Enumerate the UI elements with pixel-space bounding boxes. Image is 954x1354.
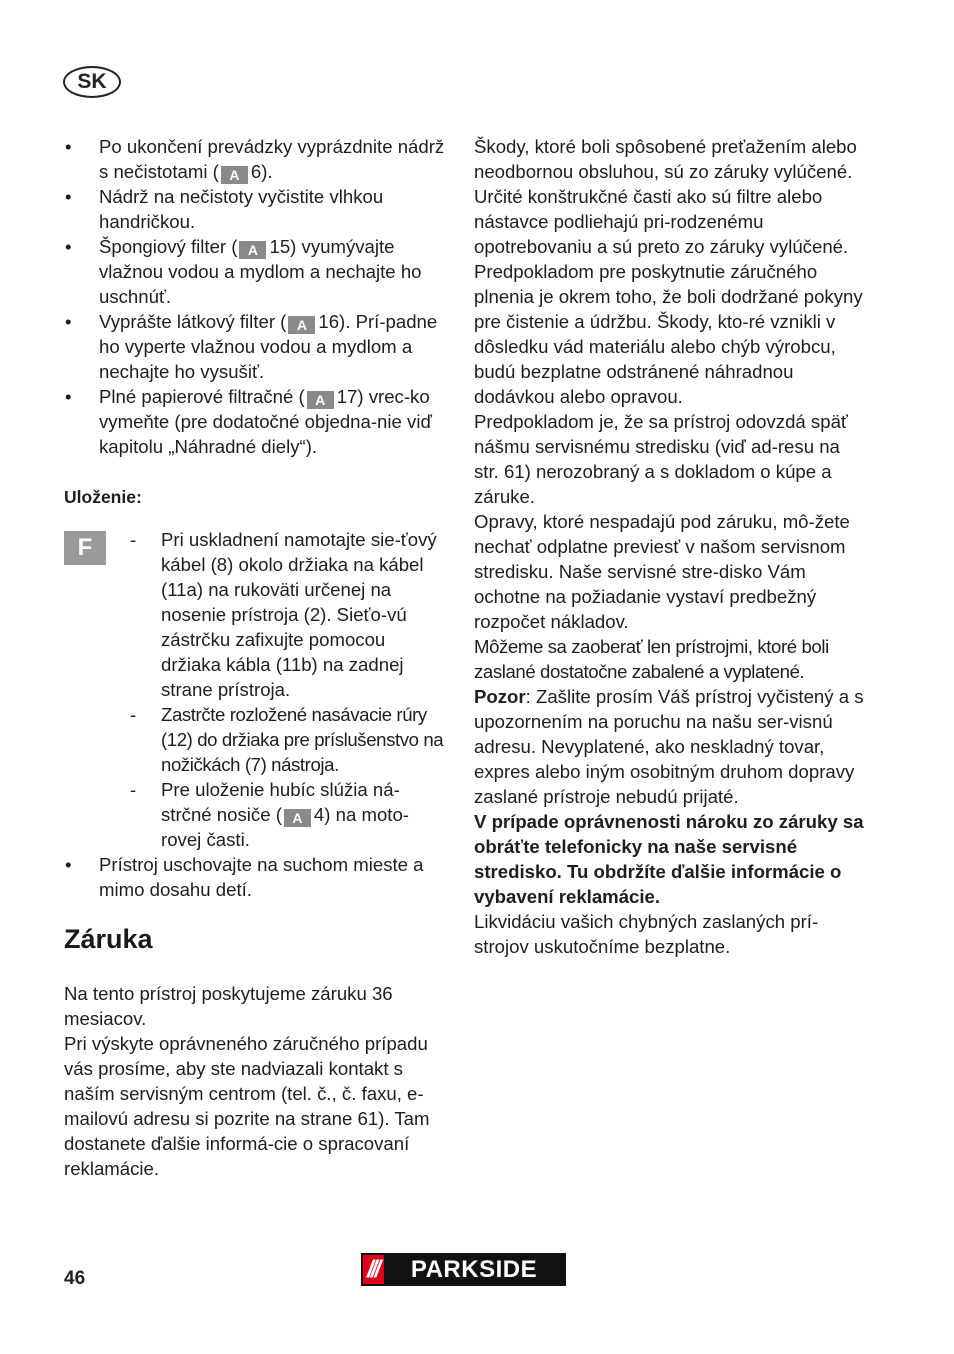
warranty-paragraph: Pri výskyte oprávneného záručného prípadu vás prosíme, aby ste nadviazali kontakt s naším servisným centrom (tel. č., č. faxu, e-mailovú adresu si pozrite na strane 61). Tam dostanete ďalšie informá-cie o spracovaní reklamácie. <box>64 1033 430 1179</box>
warranty-title: Záruka <box>64 924 153 954</box>
list-item: • Po ukončení prevádzky vyprázdnite nádrž s nečistotami ( A 6). <box>64 134 449 184</box>
list-item: - Pri uskladnení namotajte sie-ťový kábel (8) okolo držiaka na kábel (11a) na rukoväti určenej na nosenie prístroja (2). Sieťo-vú zástrčku zafixujte pomocou držiaka kábla (11b) na zadnej strane prístroja. <box>161 527 449 702</box>
page-number: 46 <box>64 1268 86 1289</box>
paragraph: Škody, ktoré boli spôsobené preťažením alebo neodbornou obsluhou, sú zo záruky vylúčené. Určité konštrukčné časti ako sú filtre alebo nástavce podliehajú pri-rodzenému opotrebovaniu a sú preto zo záruky vylúčené. <box>474 136 857 257</box>
figure-a-marker: A <box>221 166 248 184</box>
list-item: • Nádrž na nečistoty vyčistite vlhkou handričkou. <box>64 184 449 234</box>
left-column <box>64 134 449 1181</box>
caution-label: Pozor <box>474 686 526 707</box>
paragraph: Predpokladom je, že sa prístroj odovzdá späť nášmu servisnému stredisku (viď ad-resu na str. 61) nerozobraný a s dokladom o kúpe a záruke. <box>474 411 848 507</box>
figure-a-marker: A <box>284 809 311 827</box>
warranty-text <box>64 981 449 1181</box>
list-item: • Špongiový filter ( A 15) vyumývajte vlažnou vodou a mydlom a nechajte ho uschnúť. <box>64 234 449 309</box>
maintenance-list <box>64 134 449 459</box>
list-item: • Plné papierové filtračné ( A 17) vrec-ko vymeňte (pre dodatočné objedna-nie viď kapitolu „Náhradné diely“). <box>64 384 449 459</box>
warranty-paragraph: Na tento prístroj poskytujeme záruku 36 mesiacov. <box>64 983 393 1029</box>
paragraph: Môžeme sa zaoberať len prístrojmi, ktoré boli zaslané dostatočne zabalené a vyplatené. <box>474 636 829 682</box>
list-item: - Pre uloženie hubíc slúžia ná-strčné nosiče ( A 4) na moto-rovej časti. <box>161 777 449 852</box>
figure-f-tag: F <box>64 531 106 565</box>
caution-paragraph: Pozor: Zašlite prosím Váš prístroj vyčistený a s upozornením na poruchu na našu ser-visnú adresu. Nevyplatené, ako neskladný tovar, expres alebo iným osobitným druhom dopravy zaslané prístroje nebudú prijaté. <box>474 686 864 807</box>
paragraph: Opravy, ktoré nespadajú pod záruku, mô-žete nechať odplatne previesť v našom servisnom stredisku. Naše servisné stre-disko Vám ochotne na požiadanie vystaví predbežný rozpočet nákladov. <box>474 511 850 632</box>
logo-wordmark: PARKSIDE <box>384 1255 564 1284</box>
list-item: • Prístroj uschovajte na suchom mieste a mimo dosahu detí. <box>64 852 449 902</box>
bold-notice: V prípade oprávnenosti nároku zo záruky sa obráťte telefonicky na naše servisné stredisko. Tu obdržíte ďalšie informácie o vybavení reklamácie. <box>474 811 864 907</box>
storage-block <box>64 527 449 852</box>
figure-a-marker: A <box>288 316 315 334</box>
paragraph: Likvidáciu vašich chybných zaslaných prí-strojov uskutočníme bezplatne. <box>474 911 819 957</box>
storage-list <box>161 527 449 852</box>
list-item: • Vyprášte látkový filter ( A 16). Prí-padne ho vyperte vlažnou vodou a mydlom a nechajte ho vysušiť. <box>64 309 449 384</box>
list-item: - Zastrčte rozložené nasávacie rúry (12) do držiaka pre príslušenstvo na nožičkách (7) nástroja. <box>161 702 449 777</box>
figure-a-marker: A <box>307 391 334 409</box>
parkside-logo <box>361 1253 566 1286</box>
storage-heading: Uloženie: <box>64 487 142 507</box>
paragraph: Predpokladom pre poskytnutie záručného plnenia je okrem toho, že boli dodržané pokyny pre čistenie a údržbu. Škody, kto-ré vznikli v dôsledku vád materiálu alebo chýb výrobcu, budú bezplatne odstránené náhradnou dodávkou alebo opravou. <box>474 261 863 407</box>
logo-slashes: /// <box>367 1256 379 1283</box>
right-column <box>474 134 869 959</box>
language-badge: SK <box>63 66 121 98</box>
storage-final-list <box>64 852 449 902</box>
figure-a-marker: A <box>239 241 266 259</box>
